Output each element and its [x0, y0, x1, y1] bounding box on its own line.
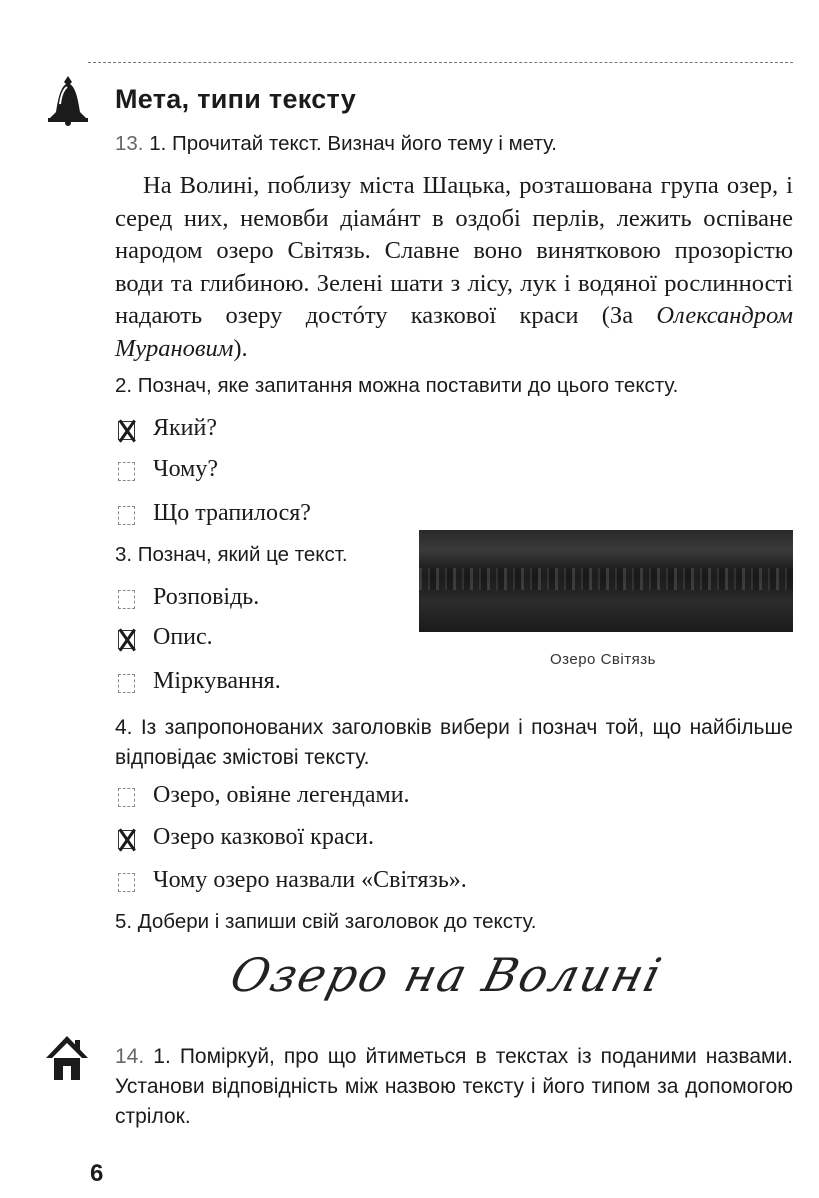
handwritten-answer[interactable]: Озеро на Волині [225, 948, 669, 1002]
reading-passage [115, 170, 793, 366]
checkbox-q2-option-2[interactable] [118, 462, 135, 481]
checkbox-q3-option-1[interactable] [118, 590, 135, 609]
task-13-question-1: 1. Прочитай текст. Визнач його тему і мету. [149, 132, 557, 155]
bell-icon [46, 74, 90, 126]
checkbox-q4-option-2[interactable] [118, 830, 135, 849]
q4-option-3-label: Чому озеро назвали «Світязь». [153, 867, 467, 893]
task-14-text [115, 1042, 793, 1132]
checkbox-q2-option-1[interactable] [118, 421, 135, 440]
task-13-header [115, 132, 557, 156]
task-14-instructions: 1. Поміркуй, про що йтиметься в текстах із поданими назвами. Установи відповідність між назвою тексту і його типом за допомогою стрілок. [115, 1045, 793, 1128]
checkbox-q4-option-3[interactable] [118, 873, 135, 892]
q2-option-2-label: Чому? [153, 456, 218, 482]
task-13-question-3: 3. Познач, який це текст. [115, 543, 348, 566]
checkbox-q4-option-1[interactable] [118, 788, 135, 807]
q4-option-1-label: Озеро, овіяне легендами. [153, 782, 410, 808]
house-icon [44, 1034, 90, 1082]
page-number: 6 [90, 1160, 104, 1187]
checkbox-q3-option-2[interactable] [118, 630, 135, 649]
passage-author: Олександром Мурановим [115, 302, 793, 362]
task-13-number: 13. [115, 132, 144, 155]
passage-end: ). [233, 334, 248, 362]
q4-option-2-label: Озеро казкової краси. [153, 824, 374, 850]
task-13-question-4: 4. Із запропонованих заголовків вибери і познач той, що найбільше відповідає змістові тексту. [115, 716, 793, 769]
photo-caption: Озеро Світязь [550, 651, 656, 668]
q3-option-3-label: Міркування. [153, 668, 281, 694]
checkbox-q2-option-3[interactable] [118, 506, 135, 525]
top-divider [88, 62, 793, 63]
section-title: Мета, типи тексту [115, 84, 357, 114]
q2-option-3-label: Що трапилося? [153, 500, 311, 526]
passage-text: На Волині, поблизу міста Шацька, розташована група озер, і серед них, немовби діамáнт в оздобі перлів, лежить оспіване народом озеро Світязь. Славне воно винятковою прозорістю води та глибиною. Зелені шати з лісу, лук і водяної рослинності надають озеру достóту казкової краси (За [115, 172, 793, 330]
q2-option-1-label: Який? [153, 415, 218, 441]
checkbox-q3-option-3[interactable] [118, 674, 135, 693]
task-13-question-5: 5. Добери і запиши свій заголовок до тексту. [115, 910, 537, 933]
q3-option-2-label: Опис. [153, 624, 213, 650]
task-14-number: 14. [115, 1045, 145, 1068]
lake-photo [419, 530, 793, 632]
q3-option-1-label: Розповідь. [153, 584, 260, 610]
task-13-question-2: 2. Познач, яке запитання можна поставити до цього тексту. [115, 374, 679, 397]
